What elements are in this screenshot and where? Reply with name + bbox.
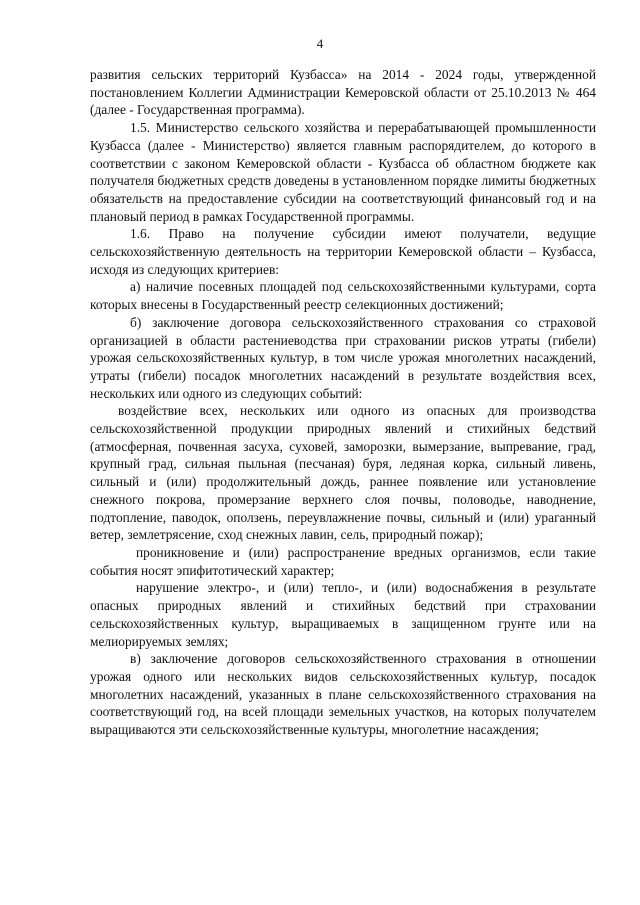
document-body [90, 66, 596, 739]
event-natural-hazards: воздействие всех, нескольких или одного из опасных для производства сельскохозяйственной продукции природных явлений и стихийных бедствий (атмосферная, почвенная засуха, суховей, заморозки, вымерзание, выпревание, град, крупный град, сильная пыльная (песчаная) буря, ледяная корка, сильный ливень, сильный и (или) продолжительный дождь, раннее появление или установление снежного покрова, промерзание верхнего слоя почвы, половодье, наводнение, подтопление, паводок, оползень, переувлажнение почвы, сильный и (или) ураганный ветер, землетрясение, сход снежных лавин, сель, природный пожар); [90, 403, 596, 543]
paragraph-1-5: 1.5. Министерство сельского хозяйства и перерабатывающей промышленности Кузбасса (далее - Министерство) является главным распорядителем, до которого в соответствии с законом Кемеровской области - Кузбасса об областном бюджете как получателя бюджетных средств доведены в установленном порядке лимиты бюджетных обязательств на предоставление субсидии на соответствующий финансовый год и на плановый период в рамках Государственной программы. [90, 120, 596, 224]
criterion-v: в) заключение договоров сельскохозяйственного страхования в отношении урожая одного или нескольких видов сельскохозяйственных культур, посадок многолетних насаждений, указанных в плане сельскохозяйственного страхования на соответствующий год, на всей площади земельных участков, на которых получателем выращиваются эти сельскохозяйственные культуры, многолетние насаждения; [90, 651, 596, 738]
event-utility-disruption: нарушение электро-, и (или) тепло-, и (или) водоснабжения в результате опасных природных явлений и стихийных бедствий при страховании сельскохозяйственных культур, выращиваемых в защищенном грунте или на мелиорируемых землях; [90, 580, 596, 649]
paragraph-1-6: 1.6. Право на получение субсидии имеют получатели, ведущие сельскохозяйственную деятельность на территории Кемеровской области – Кузбасса, исходя из следующих критериев: [90, 226, 596, 277]
criterion-a: а) наличие посевных площадей под сельскохозяйственными культурами, сорта которых внесены в Государственный реестр селекционных достижений; [90, 279, 596, 313]
paragraph-continuation: развития сельских территорий Кузбасса» на 2014 - 2024 годы, утвержденной постановлением Коллегии Администрации Кемеровской области от 25.10.2013 № 464 (далее - Государственная программа). [90, 67, 596, 118]
page-number: 4 [316, 36, 324, 51]
criterion-b: б) заключение договора сельскохозяйственного страхования со страховой организацией в области растениеводства при страховании рисков утраты (гибели) урожая сельскохозяйственных культур, в том числе урожая многолетних насаждений, утраты (гибели) посадок многолетних насаждений в результате воздействия всех, нескольких или одного из следующих событий: [90, 314, 596, 401]
event-pests: проникновение и (или) распространение вредных организмов, если такие события носят эпифитотический характер; [90, 544, 596, 578]
